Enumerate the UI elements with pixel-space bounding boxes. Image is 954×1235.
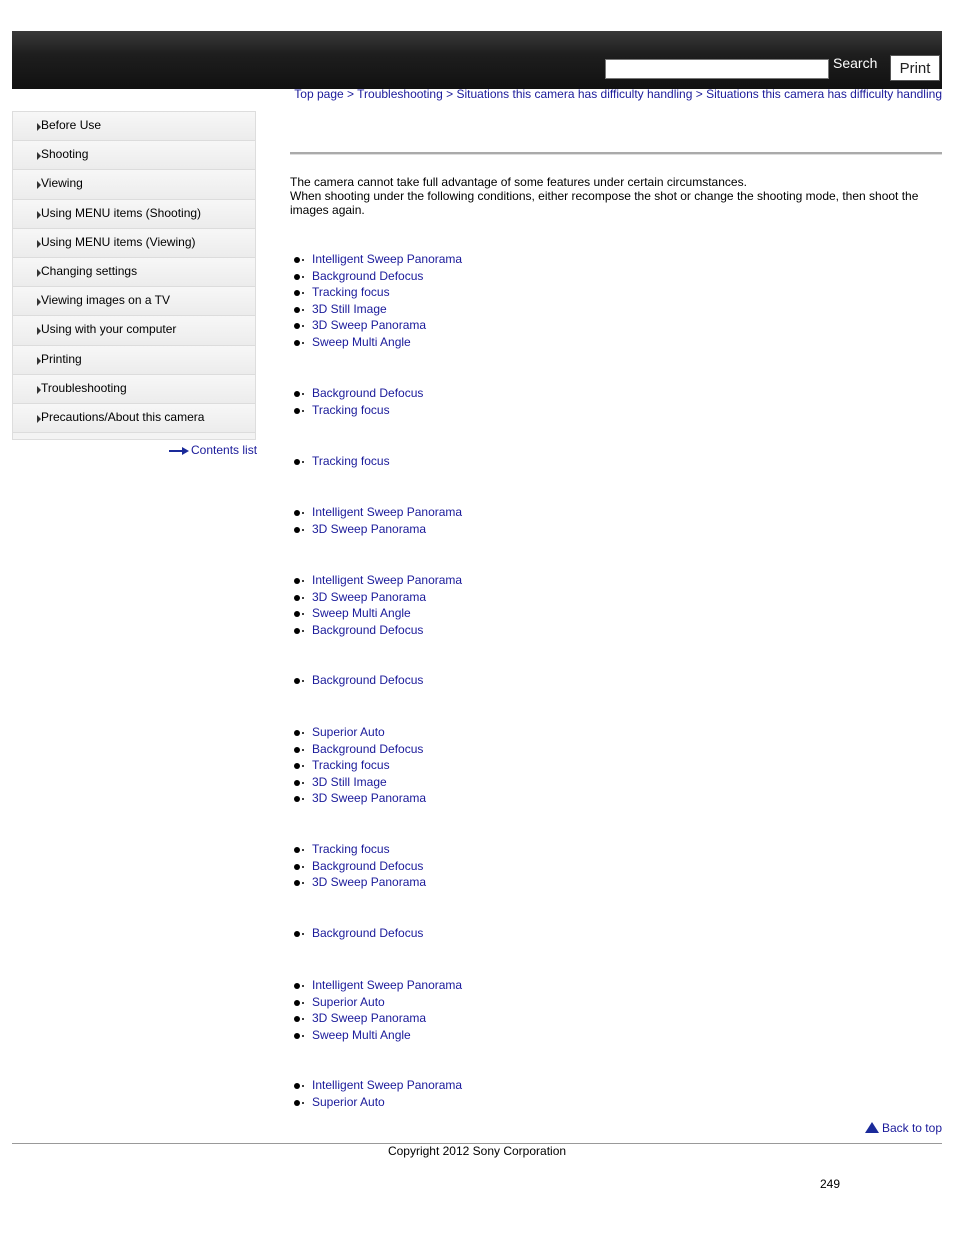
contents-list-link[interactable] — [169, 443, 257, 457]
sidebar-item-menu-viewing[interactable] — [13, 229, 255, 258]
sidebar-item-computer[interactable] — [13, 316, 255, 345]
feature-link[interactable]: Tracking focus — [312, 454, 390, 468]
page-number: 249 — [820, 1177, 841, 1191]
feature-link[interactable]: Superior Auto — [312, 994, 385, 1009]
bullet-icon — [294, 307, 300, 313]
list-item — [292, 301, 462, 318]
sidebar-item-label: Viewing — [41, 176, 83, 191]
arrow-right-icon — [37, 327, 41, 335]
bullet-icon — [294, 1000, 300, 1006]
bullet-icon — [294, 983, 300, 989]
sidebar-item-before-use[interactable] — [13, 112, 255, 141]
feature-link[interactable]: 3D Still Image — [312, 774, 387, 789]
feature-link[interactable]: Intelligent Sweep Panorama — [312, 978, 463, 992]
intro-line: When shooting under the following conditions, either recompose the shot or change the shooting mode, then shoot the images again. — [290, 189, 919, 217]
bullet-icon — [294, 1016, 300, 1022]
sidebar-item-label: Viewing images on a TV — [41, 293, 170, 308]
bullet-icon — [294, 527, 300, 533]
list-item — [292, 589, 462, 606]
bullet-icon — [294, 780, 300, 786]
arrow-right-icon — [37, 181, 41, 189]
intro-text — [290, 175, 940, 217]
sidebar-item-menu-shooting[interactable] — [13, 200, 255, 229]
feature-list — [292, 672, 423, 689]
sidebar-footer — [13, 433, 255, 439]
feature-link[interactable]: Tracking focus — [312, 842, 390, 856]
sidebar-item-precautions[interactable] — [13, 404, 255, 433]
list-item — [292, 521, 462, 538]
bullet-icon — [294, 510, 300, 516]
breadcrumb-current[interactable]: Situations this camera has difficulty handling — [706, 87, 942, 101]
title-divider — [290, 152, 942, 155]
feature-link[interactable]: Background Defocus — [312, 386, 424, 400]
back-to-top-link[interactable] — [865, 1121, 942, 1135]
bullet-icon — [294, 323, 300, 329]
list-item — [292, 572, 462, 589]
feature-link[interactable]: Superior Auto — [312, 725, 385, 739]
bullet-icon — [294, 290, 300, 296]
list-item — [292, 724, 426, 741]
list-item — [292, 251, 462, 268]
breadcrumb — [294, 87, 942, 101]
feature-link[interactable]: Tracking focus — [312, 758, 390, 772]
list-item — [292, 874, 426, 891]
breadcrumb-top-page[interactable]: Top page — [294, 87, 344, 101]
sidebar-item-label: Printing — [41, 351, 82, 366]
breadcrumb-situations[interactable]: Situations this camera has difficulty handling — [456, 87, 693, 101]
feature-link[interactable]: Tracking focus — [312, 402, 390, 417]
contents-list-label: Contents list — [191, 443, 258, 457]
list-item — [292, 605, 462, 622]
bullet-icon — [294, 931, 300, 937]
feature-link[interactable]: Background Defocus — [312, 268, 424, 283]
feature-link[interactable]: Background Defocus — [312, 926, 424, 940]
search-button[interactable]: Search — [833, 55, 878, 71]
feature-list — [292, 1077, 462, 1110]
list-item — [292, 402, 423, 419]
bullet-icon — [294, 847, 300, 853]
arrow-right-icon — [37, 123, 41, 131]
sidebar-item-label: Before Use — [41, 118, 102, 132]
bullet-icon — [294, 340, 300, 346]
feature-link[interactable]: Intelligent Sweep Panorama — [312, 252, 463, 266]
bullet-icon — [294, 391, 300, 397]
list-item — [292, 672, 423, 689]
bullet-icon — [294, 1033, 300, 1039]
feature-link[interactable]: Background Defocus — [312, 622, 424, 637]
sidebar-item-label: Using MENU items (Shooting) — [41, 205, 202, 220]
feature-list — [292, 572, 462, 638]
arrow-right-icon — [37, 357, 41, 365]
bullet-icon — [294, 1083, 300, 1089]
bullet-icon — [294, 257, 300, 263]
list-item — [292, 994, 462, 1011]
bullet-icon — [294, 611, 300, 617]
arrow-right-icon — [37, 240, 41, 248]
sidebar-item-label: Using with your computer — [41, 322, 177, 337]
print-button[interactable]: Print — [890, 55, 940, 81]
feature-link[interactable]: Intelligent Sweep Panorama — [312, 505, 463, 519]
list-item — [292, 622, 462, 639]
list-item — [292, 757, 426, 774]
feature-list — [292, 841, 426, 891]
bullet-icon — [294, 880, 300, 886]
arrow-right-icon — [37, 298, 41, 306]
bullet-icon — [294, 459, 300, 465]
list-item — [292, 977, 462, 994]
sidebar-item-changing-settings[interactable] — [13, 258, 255, 287]
sidebar-item-label: Troubleshooting — [41, 380, 127, 395]
sidebar-item-troubleshooting[interactable] — [13, 375, 255, 404]
list-item — [292, 504, 462, 521]
list-item — [292, 284, 462, 301]
search-input[interactable] — [605, 59, 829, 79]
feature-link[interactable]: 3D Sweep Panorama — [312, 318, 427, 332]
list-item — [292, 385, 423, 402]
list-item — [292, 1010, 462, 1027]
feature-link[interactable]: 3D Sweep Panorama — [312, 521, 427, 536]
arrow-right-icon — [37, 211, 41, 219]
feature-link[interactable]: 3D Sweep Panorama — [312, 791, 427, 805]
breadcrumb-troubleshooting[interactable]: Troubleshooting — [357, 87, 443, 101]
feature-list — [292, 385, 423, 418]
bullet-icon — [294, 595, 300, 601]
sidebar-item-shooting[interactable] — [13, 141, 255, 170]
feature-link[interactable]: 3D Still Image — [312, 301, 387, 316]
list-item — [292, 774, 426, 791]
feature-link[interactable]: Sweep Multi Angle — [312, 334, 411, 349]
feature-list — [292, 925, 423, 942]
breadcrumb-separator: > — [442, 87, 457, 101]
list-item — [292, 841, 426, 858]
bullet-icon — [294, 730, 300, 736]
sidebar-item-label: Precautions/About this camera — [41, 409, 205, 424]
arrow-right-icon — [169, 447, 189, 455]
header-bar — [12, 31, 942, 89]
bullet-icon — [294, 763, 300, 769]
triangle-up-icon — [865, 1122, 879, 1133]
feature-link[interactable]: Intelligent Sweep Panorama — [312, 1078, 463, 1092]
feature-link[interactable]: 3D Sweep Panorama — [312, 589, 427, 604]
feature-link[interactable]: 3D Sweep Panorama — [312, 875, 427, 889]
sidebar-item-label: Shooting — [41, 147, 89, 162]
list-item — [292, 741, 426, 758]
bullet-icon — [294, 747, 300, 753]
sidebar-item-printing[interactable] — [13, 346, 255, 375]
list-item — [292, 858, 426, 875]
sidebar-nav — [12, 111, 256, 440]
feature-list — [292, 977, 462, 1043]
copyright: Copyright 2012 Sony Corporation — [387, 1144, 567, 1158]
feature-link[interactable]: Background Defocus — [312, 673, 424, 687]
feature-link[interactable]: Sweep Multi Angle — [312, 606, 411, 620]
breadcrumb-separator: > — [343, 87, 358, 101]
feature-link[interactable]: Superior Auto — [312, 1094, 385, 1109]
bullet-icon — [294, 864, 300, 870]
list-item — [292, 268, 462, 285]
sidebar-item-label: Changing settings — [41, 263, 138, 278]
sidebar-item-label: Using MENU items (Viewing) — [41, 234, 196, 249]
list-item — [292, 1077, 462, 1094]
feature-link[interactable]: Background Defocus — [312, 858, 424, 873]
arrow-right-icon — [37, 269, 41, 277]
sidebar-item-viewing-tv[interactable] — [13, 287, 255, 316]
list-item — [292, 453, 390, 470]
list-item — [292, 1027, 462, 1044]
back-to-top-label: Back to top — [881, 1121, 942, 1135]
breadcrumb-separator: > — [692, 87, 707, 101]
list-item — [292, 317, 462, 334]
bullet-icon — [294, 628, 300, 634]
list-item — [292, 334, 462, 351]
feature-link[interactable]: 3D Sweep Panorama — [312, 1011, 427, 1025]
arrow-right-icon — [37, 415, 41, 423]
bullet-icon — [294, 578, 300, 584]
list-item — [292, 790, 426, 807]
bullet-icon — [294, 408, 300, 414]
arrow-right-icon — [37, 152, 41, 160]
feature-link[interactable]: Background Defocus — [312, 741, 424, 756]
feature-list — [292, 724, 426, 807]
feature-link[interactable]: Sweep Multi Angle — [312, 1027, 411, 1042]
bullet-icon — [294, 796, 300, 802]
list-item — [292, 925, 423, 942]
arrow-right-icon — [37, 386, 41, 394]
feature-list — [292, 504, 462, 537]
feature-link[interactable]: Tracking focus — [312, 285, 390, 299]
bullet-icon — [294, 274, 300, 280]
bullet-icon — [294, 678, 300, 684]
intro-line: The camera cannot take full advantage of some features under certain circumstances. — [290, 175, 747, 189]
feature-list — [292, 251, 462, 350]
feature-link[interactable]: Intelligent Sweep Panorama — [312, 573, 463, 587]
feature-list — [292, 453, 390, 470]
bullet-icon — [294, 1100, 300, 1106]
list-item — [292, 1094, 462, 1111]
sidebar-item-viewing[interactable] — [13, 170, 255, 199]
